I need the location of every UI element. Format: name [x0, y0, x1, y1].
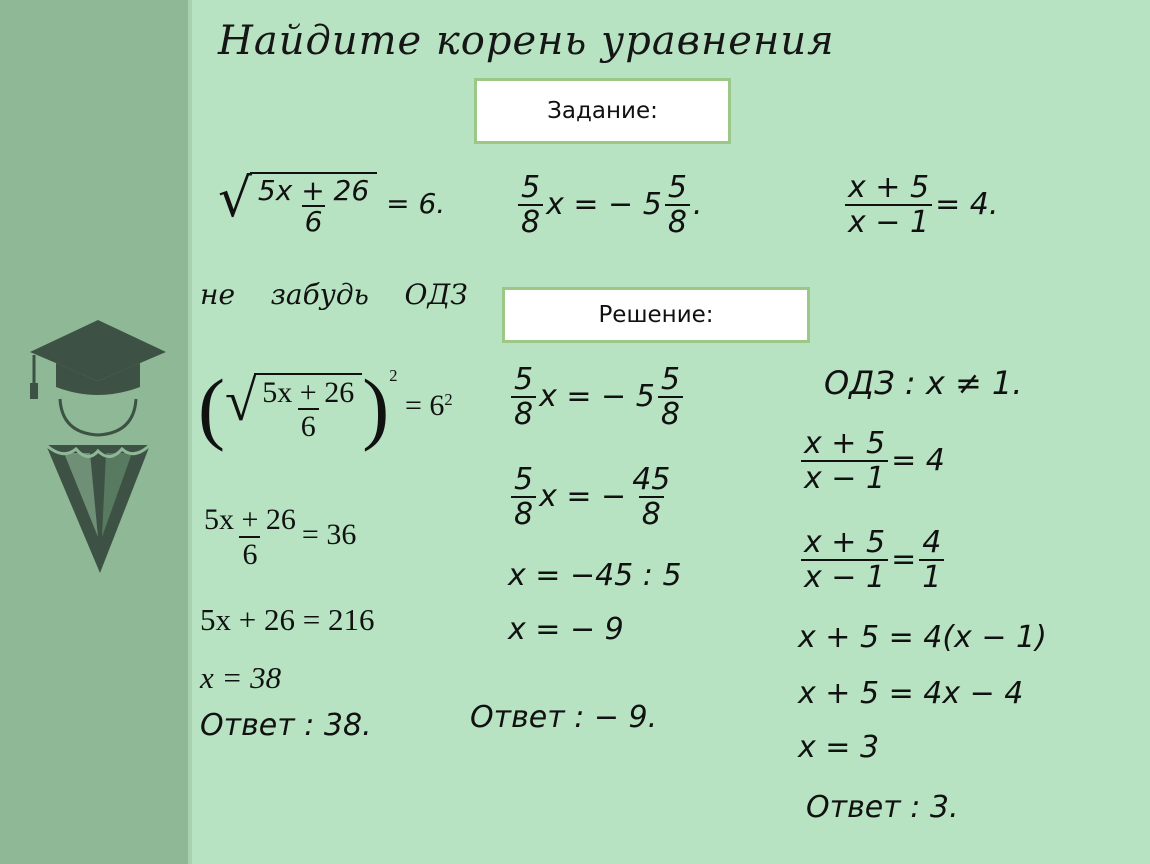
- solution1-answer: Ответ : 38.: [200, 708, 372, 743]
- solution2-answer: Ответ : − 9.: [470, 700, 658, 735]
- graduation-cap-icon: [18, 315, 178, 580]
- solution3-step3: x + 5 = 4(x − 1): [798, 620, 1047, 655]
- hint-odz: не забудь ОДЗ: [200, 278, 468, 311]
- solution3-step5: x = 3: [798, 730, 880, 765]
- sidebar-edge: [188, 0, 192, 864]
- solution3-step1: $\frac{x + 5}{x - 1}$ = 4: [798, 428, 945, 495]
- solution-label-box: [502, 287, 810, 343]
- solution1-step1: ( √ $\frac{5x + 26}{6}$ )$^2 = 6^2$: [198, 362, 453, 453]
- task-equation-1: √ $\frac{5x + 26}{6}$ = 6.: [218, 167, 446, 239]
- solution2-step3: x = −45 : 5: [508, 558, 682, 593]
- solution3-odz: ОДЗ : x ≠ 1.: [824, 364, 1023, 402]
- solution3-step4: x + 5 = 4x − 4: [798, 676, 1024, 711]
- solution1-step2: $\frac{5x + 26}{6}$ = 36: [204, 503, 357, 571]
- task-equation-2: $\frac{5}{8}$ x = − 5 $\frac{5}{8}$ .: [515, 172, 702, 239]
- solution2-step2: $\frac{5}{8}$ x = − $\frac{45}{8}$: [508, 464, 676, 531]
- task-label-box: [474, 78, 731, 144]
- solution3-answer: Ответ : 3.: [806, 790, 959, 825]
- solution3-step2: $\frac{x + 5}{x - 1}$ = $\frac{4}{1}$: [798, 527, 947, 594]
- solution-label: Решение:: [598, 302, 714, 328]
- solution1-step4: x = 38: [200, 660, 282, 695]
- task-label: Задание:: [547, 98, 658, 124]
- solution2-step4: x = − 9: [508, 612, 624, 647]
- task-equation-3: $\frac{x + 5}{x - 1}$ = 4.: [842, 172, 998, 239]
- solution1-step3: 5x + 26 = 216: [200, 602, 375, 637]
- page-title: Найдите корень уравнения: [218, 18, 835, 64]
- solution2-step1: $\frac{5}{8}$ x = − 5 $\frac{5}{8}$: [508, 364, 686, 431]
